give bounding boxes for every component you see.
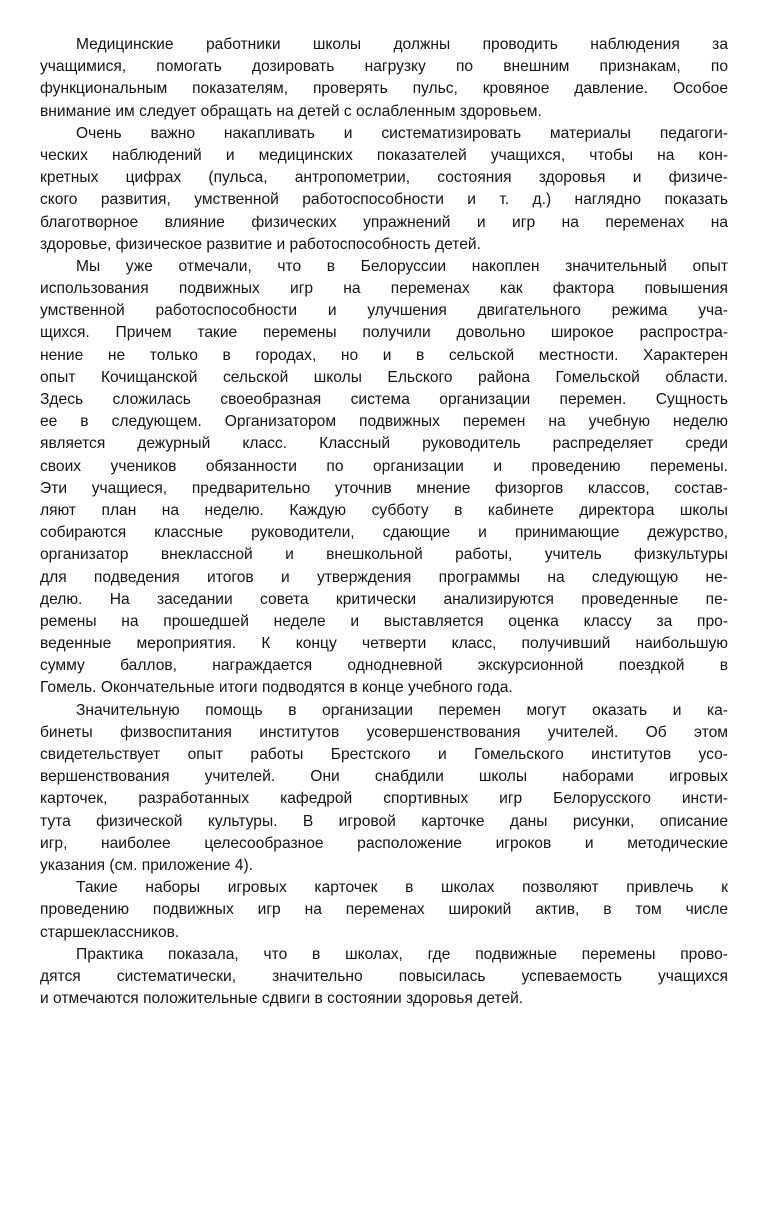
text-line: своих учеников обязанности по организации и проведению перемены. — [40, 457, 728, 475]
text-line: Медицинские работники школы должны проводить наблюдения за — [76, 36, 728, 53]
text-line: опыт Кочищанской сельской школы Ельского района Гомельской области. — [40, 368, 728, 386]
text-line: кретных цифрах (пульса, антропометрии, состояния здоровья и физиче- — [40, 169, 728, 187]
paragraph — [40, 34, 728, 123]
text-line: ее в следующем. Организатором подвижных перемен на учебную неделю — [40, 413, 728, 431]
text-line: Здесь сложилась своеобразная система организации перемен. Сущность — [40, 391, 728, 408]
text-line: веденные мероприятия. К концу четверти класс, получивший наибольшую — [40, 635, 728, 653]
text-line: Очень важно накапливать и систематизировать материалы педагоги- — [76, 124, 728, 142]
text-line: бинеты физвоспитания институтов усовершенствования учителей. Об этом — [40, 723, 728, 741]
paragraph — [40, 877, 728, 944]
text-line: свидетельствует опыт работы Брестского и Гомельского институтов усо- — [40, 746, 728, 763]
paragraph — [40, 944, 728, 1011]
text-line: является дежурный класс. Классный руководитель распределяет среди — [40, 435, 728, 453]
text-line: функциональным показателям, проверять пульс, кровяное давление. Особое — [40, 80, 728, 98]
text-line: вершенствования учителей. Они снабдили школы наборами игровых — [40, 768, 728, 786]
text-line: внимание им следует обращать на детей с ослабленным здоровьем. — [40, 102, 542, 120]
text-line: Такие наборы игровых карточек в школах позволяют привлечь к — [76, 879, 728, 897]
text-line: делю. На заседании совета критически анализируются проведенные пе- — [40, 590, 728, 608]
text-line: Практика показала, что в школах, где подвижные перемены прово- — [76, 945, 728, 963]
text-line: Эти учащиеся, предварительно уточнив мнение физоргов классов, состав- — [40, 479, 728, 497]
text-line: собираются классные руководители, сдающие и принимающие дежурство, — [40, 524, 728, 542]
text-line: для подведения итогов и утверждения программы на следующую не- — [40, 568, 728, 586]
text-line: здоровье, физическое развитие и работоспособность детей. — [40, 235, 481, 253]
text-line: ского развития, умственной работоспособности и т. д.) наглядно показать — [40, 191, 728, 209]
text-line: нение не только в городах, но и в сельской местности. Характерен — [40, 346, 728, 364]
text-line: Мы уже отмечали, что в Белоруссии накоплен значительный опыт — [76, 257, 728, 275]
text-line: сумму баллов, награждается однодневной экскурсионной поездкой в — [40, 657, 728, 675]
text-line: учащимися, помогать дозировать нагрузку по внешним признакам, по — [40, 58, 728, 76]
text-line: карточек, разработанных кафедрой спортивных игр Белорусского инсти- — [40, 790, 728, 808]
paragraph — [40, 700, 728, 878]
paragraph — [40, 123, 728, 256]
text-line: игр, наиболее целесообразное расположение игроков и методические — [40, 834, 728, 852]
text-line: умственной работоспособности и улучшения двигательного режима уча- — [40, 302, 728, 320]
text-line: старшеклассников. — [40, 923, 180, 941]
text-line: ремены на прошедшей неделе и выставляется оценка классу за про- — [40, 612, 728, 630]
text-line: благотворное влияние физических упражнений и игр на переменах на — [40, 213, 728, 231]
text-line: указания (см. приложение 4). — [40, 856, 253, 874]
text-line: и отмечаются положительные сдвиги в состоянии здоровья детей. — [40, 990, 524, 1008]
text-line: ческих наблюдений и медицинских показателей учащихся, чтобы на кон- — [40, 146, 728, 164]
text-line: ляют план на неделю. Каждую субботу в кабинете директора школы — [40, 501, 728, 519]
text-line: щихся. Причем такие перемены получили довольно широкое распростра- — [40, 324, 728, 342]
text-line: организатор внеклассной и внешкольной работы, учитель физкультуры — [40, 546, 728, 564]
text-line: использования подвижных игр на переменах как фактора повышения — [40, 280, 728, 298]
document-page — [40, 34, 728, 1010]
text-line: Гомель. Окончательные итоги подводятся в конце учебного года. — [40, 679, 513, 697]
paragraph — [40, 256, 728, 700]
text-line: тута физической культуры. В игровой карточке даны рисунки, описание — [40, 812, 728, 830]
text-line: дятся систематически, значительно повысилась успеваемость учащихся — [40, 967, 728, 985]
text-line: проведению подвижных игр на переменах широкий актив, в том числе — [40, 901, 728, 919]
text-line: Значительную помощь в организации перемен могут оказать и ка- — [76, 701, 728, 719]
